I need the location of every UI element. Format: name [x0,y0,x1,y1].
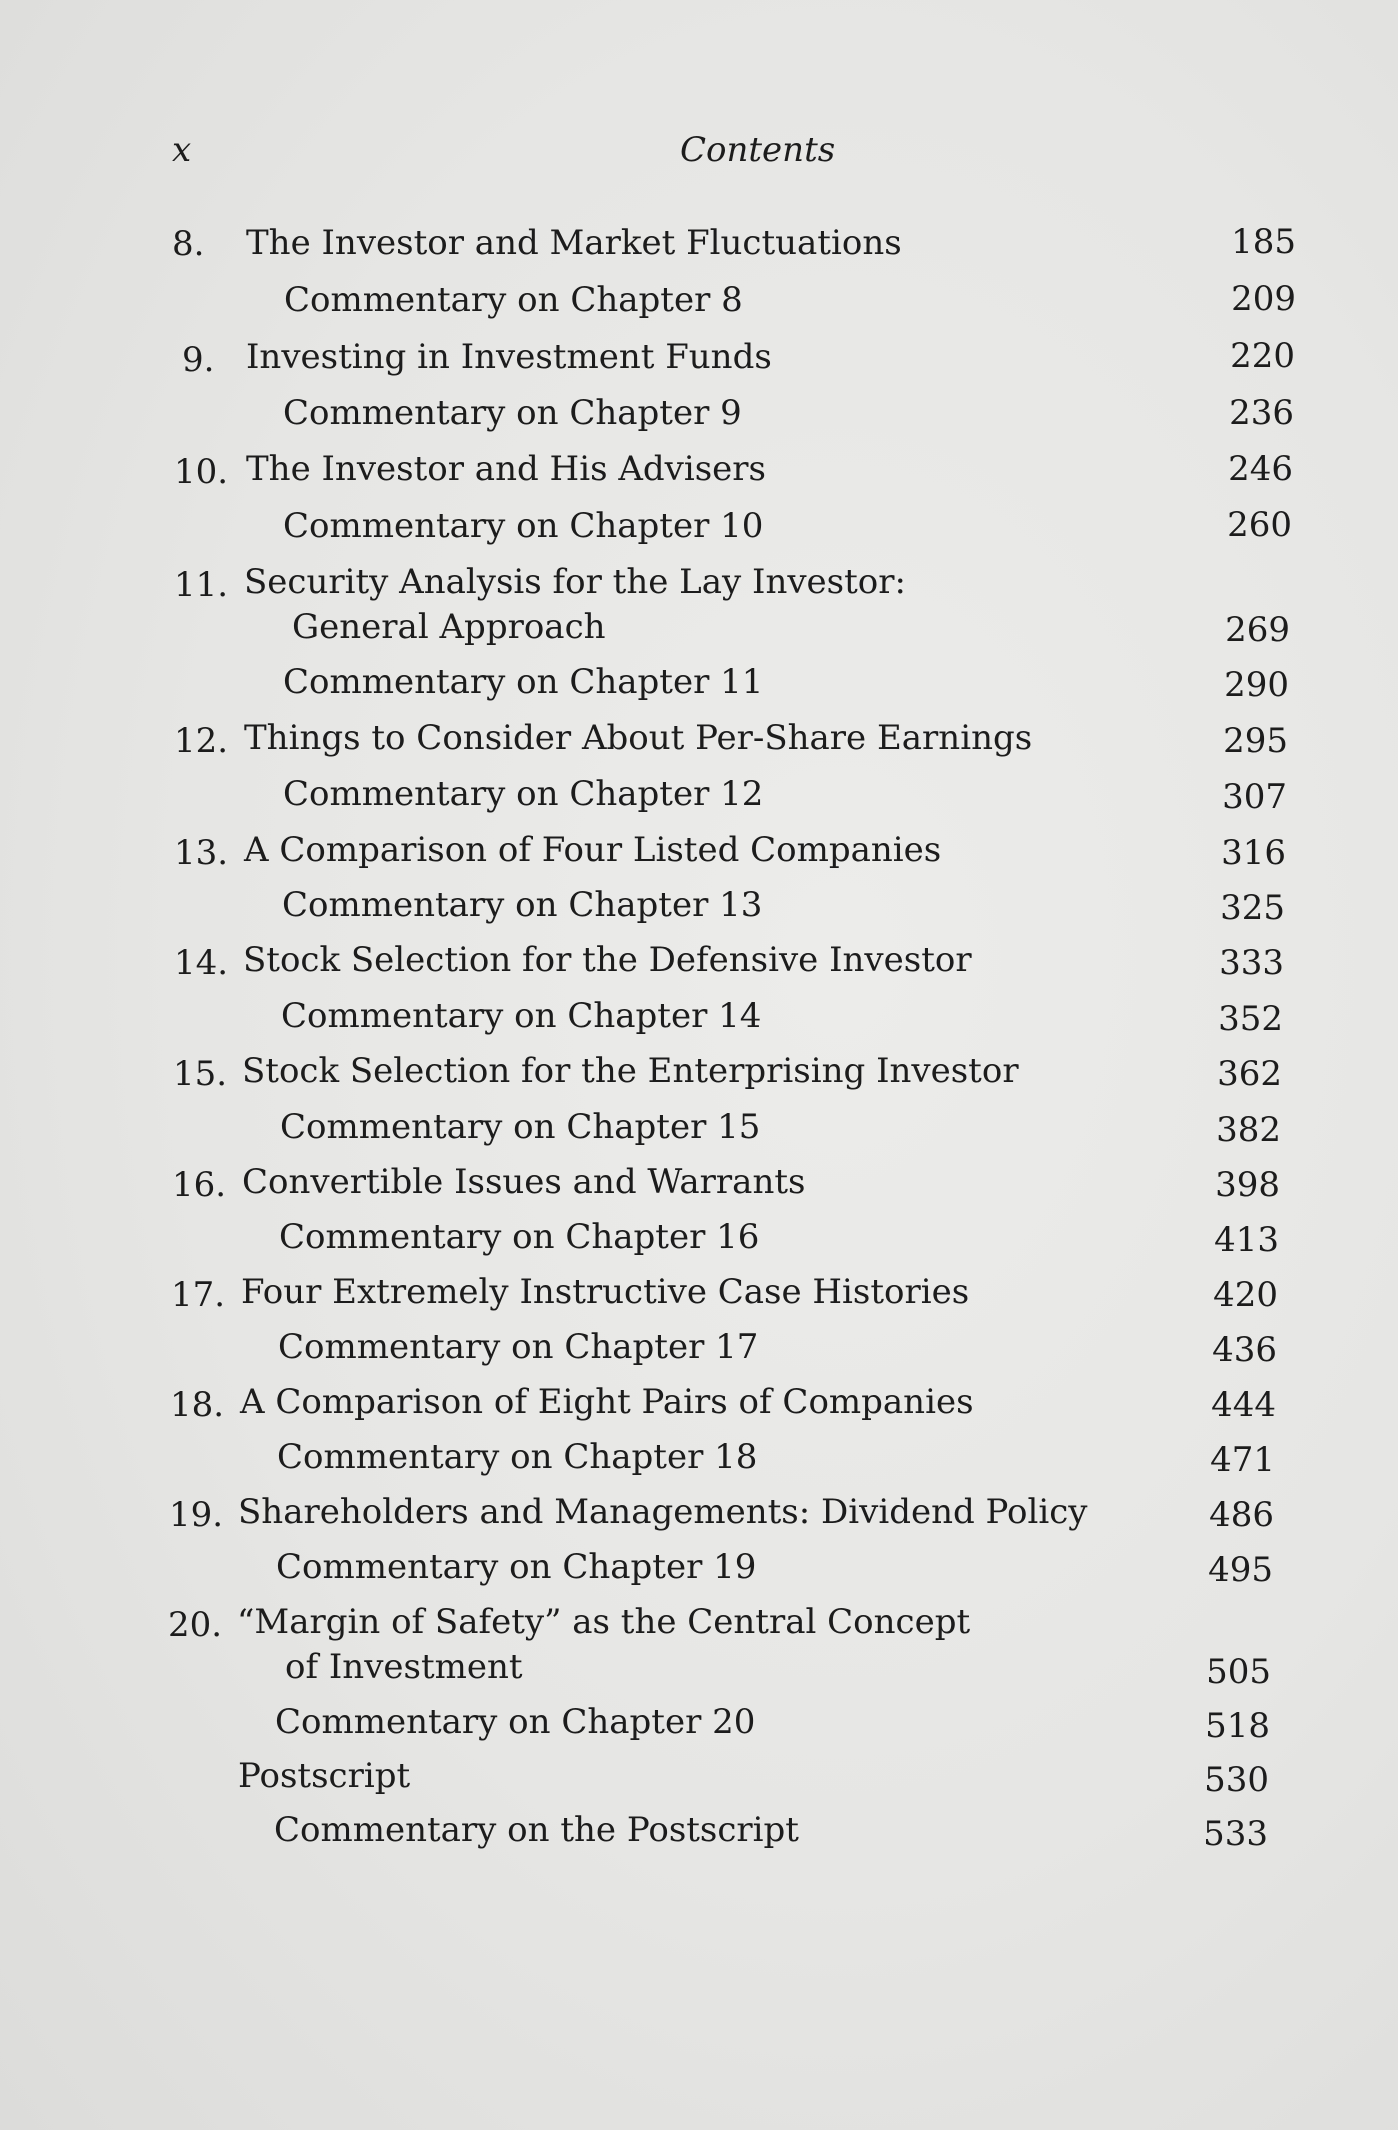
chapter-number: 13. [174,833,229,873]
commentary-title: Commentary on Chapter 18 [277,1437,758,1477]
commentary-title: Commentary on Chapter 8 [284,280,743,320]
chapter-title: A Comparison of Eight Pairs of Companies [240,1382,974,1422]
chapter-number: 12. [174,721,229,761]
page-number: 398 [1215,1165,1280,1205]
commentary-title: Commentary on Chapter 11 [283,662,764,702]
chapter-number: 9. [182,340,215,380]
page-number: 530 [1204,1760,1269,1800]
page-number: 325 [1220,888,1285,928]
commentary-title: Commentary on Chapter 15 [280,1107,761,1147]
commentary-title: Commentary on Chapter 13 [282,885,763,925]
page-number: 436 [1212,1330,1277,1370]
page-number: 486 [1209,1495,1274,1535]
commentary-title: Commentary on Chapter 14 [281,996,762,1036]
chapter-title: Stock Selection for the Defensive Investor [243,940,972,980]
chapter-title: Stock Selection for the Enterprising Investor [242,1051,1019,1091]
page-number: 269 [1225,610,1290,650]
commentary-title: Commentary on Chapter 17 [278,1327,759,1367]
page-number: 420 [1213,1275,1278,1315]
page-number: 209 [1231,279,1296,319]
chapter-number: 15. [173,1054,228,1094]
chapter-number: 11. [174,565,229,605]
chapter-number: 20. [168,1605,223,1645]
page-number: 307 [1222,777,1287,817]
chapter-title: The Investor and Market Fluctuations [246,223,902,263]
chapter-title: “Margin of Safety” as the Central Concept [237,1602,971,1642]
page-number: 236 [1229,393,1294,433]
commentary-title: Commentary on Chapter 16 [279,1217,760,1257]
commentary-title: Commentary on Chapter 12 [283,774,764,814]
chapter-title: Investing in Investment Funds [246,337,772,377]
chapter-number: 8. [172,224,205,264]
chapter-title: Four Extremely Instructive Case Histories [241,1272,970,1312]
page-number: 362 [1217,1054,1282,1094]
page-number: 505 [1206,1652,1271,1692]
chapter-title: Security Analysis for the Lay Investor: [244,562,906,602]
page-number: 260 [1227,505,1292,545]
page-number: 533 [1203,1814,1268,1854]
page-number: 352 [1218,999,1283,1039]
page-number: 295 [1223,721,1288,761]
page-number: 382 [1216,1110,1281,1150]
page-number: 471 [1210,1440,1275,1480]
page-number: 220 [1230,336,1295,376]
page-number: 290 [1224,665,1289,705]
page-number: 185 [1231,222,1296,262]
chapter-number: 16. [172,1165,227,1205]
page-number: 444 [1211,1385,1276,1425]
chapter-title: Things to Consider About Per-Share Earnings [244,718,1033,758]
page-number: 518 [1205,1706,1270,1746]
chapter-title-continued: General Approach [292,607,606,647]
chapter-title: Convertible Issues and Warrants [242,1162,806,1202]
chapter-title: A Comparison of Four Listed Companies [244,830,942,870]
page-number: 495 [1208,1550,1273,1590]
commentary-title: Commentary on Chapter 9 [283,393,742,433]
page-number: 316 [1221,833,1286,873]
chapter-title: Shareholders and Managements: Dividend Policy [238,1492,1088,1532]
running-title: Contents [680,130,836,170]
chapter-number: 18. [170,1385,225,1425]
commentary-title: Commentary on Chapter 10 [283,506,764,546]
chapter-number: 19. [169,1495,224,1535]
commentary-title: Commentary on Chapter 20 [275,1702,756,1742]
chapter-title-continued: of Investment [285,1647,523,1687]
page-number: 333 [1219,943,1284,983]
postscript-title: Postscript [238,1756,411,1796]
commentary-title: Commentary on Chapter 19 [276,1547,757,1587]
chapter-number: 14. [174,943,229,983]
chapter-number: 10. [174,452,229,492]
chapter-title: The Investor and His Advisers [246,449,766,489]
page-number-label: x [172,130,192,170]
commentary-title: Commentary on the Postscript [274,1810,799,1850]
page-number: 413 [1214,1220,1279,1260]
page-number: 246 [1228,449,1293,489]
chapter-number: 17. [171,1275,226,1315]
